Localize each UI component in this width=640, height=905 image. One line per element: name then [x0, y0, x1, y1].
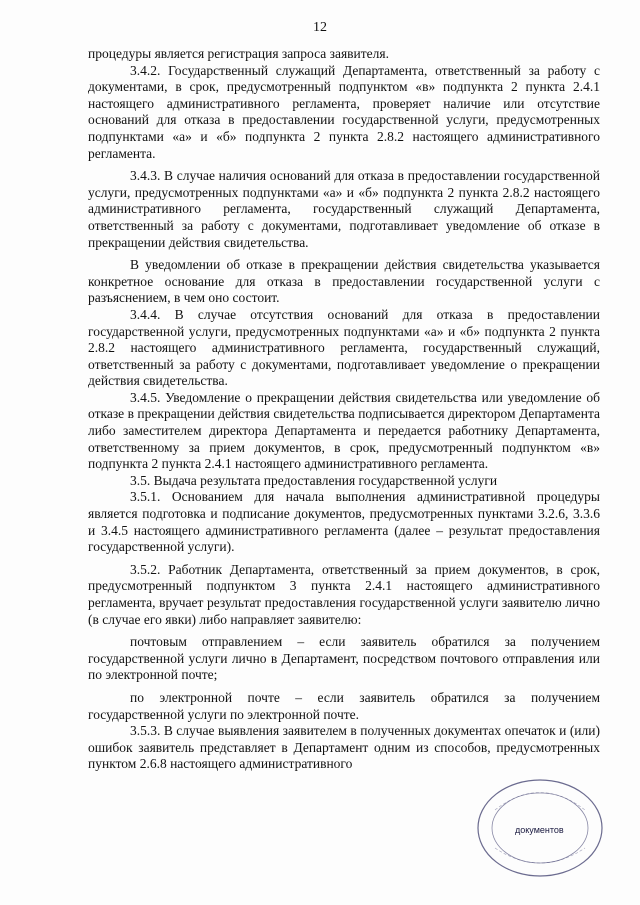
section-heading: 3.5. Выдача результата предоставления государственной услуги: [130, 472, 498, 488]
document-body: [88, 46, 600, 773]
paragraph: 3.5.3. В случае выявления заявителем в полученных документах опечаток и (или) ошибок заявитель представляет в Департамент одним из способов, предусмотренных пунктом 2.6.8 настоящего административного: [88, 723, 600, 772]
stamp-center-text: документов: [515, 825, 564, 835]
page-number: 12: [313, 20, 327, 35]
official-stamp: [460, 770, 610, 880]
paragraph: почтовым отправлением – если заявитель обратился за получением государственной услуги лично в Департамент, посредством почтового отправления или по электронной почте;: [88, 634, 600, 683]
paragraph: процедуры является регистрация запроса заявителя.: [88, 46, 389, 61]
paragraph: 3.4.5. Уведомление о прекращении действия свидетельства или уведомление об отказе в прекращении действия свидетельства подписывается директором Департамента либо заместителем директора Департамента и передается работнику Департамента, ответственному за прием документов, в срок, предусмотренный подпунктом «в» подпункта 2 пункта 2.4.1 настоящего административного регламента.: [88, 389, 600, 472]
paragraph: 3.5.1. Основанием для начала выполнения административной процедуры является подготовка и подписание документов, предусмотренных пунктами 3.2.6, 3.3.6 и 3.4.5 настоящего административного регламента (далее – результат предоставления государственной услуги).: [88, 489, 600, 555]
paragraph: 3.4.4. В случае отсутствия оснований для отказа в предоставлении государственной услуги, предусмотренных подпунктами «а» и «б» подпункта 2 пункта 2.8.2 настоящего административного регламента, государственный служащий, ответственный за работу с документами, подготавливает уведомление о прекращении действия свидетельства.: [88, 306, 600, 389]
paragraph: по электронной почте – если заявитель обратился за получением государственной услуги по электронной почте.: [88, 689, 600, 722]
paragraph: В уведомлении об отказе в прекращении действия свидетельства указывается конкретное основание для отказа в предоставлении государственной услуги с разъяснением, в чем оно состоит.: [88, 257, 600, 306]
paragraph: 3.4.3. В случае наличия оснований для отказа в предоставлении государственной услуги, предусмотренных подпунктами «а» и «б» подпункта 2 пункта 2.8.2 настоящего административного регламента, государственный служащий Департамента, ответственный за работу с документами, подготавливает уведомление об отказе в прекращении действия свидетельства.: [88, 168, 600, 250]
paragraph: 3.4.2. Государственный служащий Департамента, ответственный за работу с документами, в срок, предусмотренный подпунктом «в» подпункта 2 пункта 2.4.1 настоящего административного регламента, проверяет наличие или отсутствие оснований для отказа в предоставлении государственной услуги, предусмотренных подпунктами «а» и «б» подпункта 2 пункта 2.8.2 настоящего административного регламента.: [88, 62, 600, 161]
paragraph: 3.5.2. Работник Департамента, ответственный за прием документов, в срок, предусмотренный подпунктом 3 пункта 2.4.1 настоящего административного регламента, вручает результат предоставления государственной услуги заявителю лично (в случае его явки) либо направляет заявителю:: [88, 561, 600, 627]
